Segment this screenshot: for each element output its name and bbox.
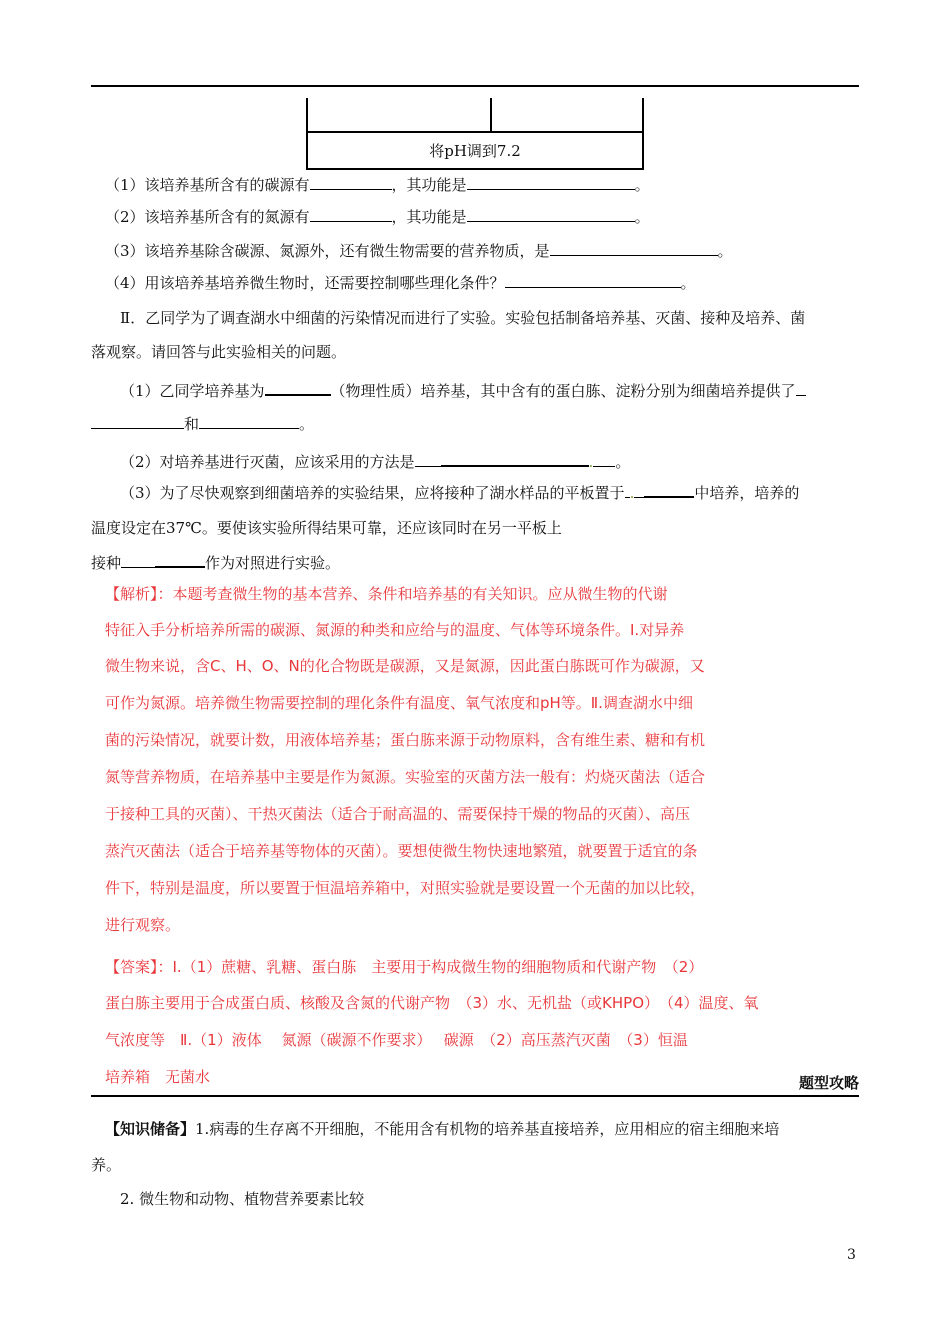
- section-tag: 题型攻略: [798, 1074, 859, 1092]
- table-cell: [491, 98, 643, 132]
- answer-blank[interactable]: [265, 379, 331, 396]
- part2-question-2: （2）对培养基进行灭菌，应该采用的方法是 . 。: [120, 450, 630, 473]
- part2-question-3-line3: 接种 作为对照进行实验。: [91, 551, 340, 574]
- answer-blank[interactable]: [796, 380, 806, 396]
- answer-blank[interactable]: [310, 206, 392, 222]
- knowledge-line1: 【知识储备】1.病毒的生存离不开细胞，不能用含有机物的培养基直接培养，应用相应的宿主细胞来培: [105, 1120, 780, 1138]
- question-4: （4）用该培养基培养微生物时，还需要控制哪些理化条件？ 。: [105, 274, 696, 292]
- question-2: （2）该培养基所含有的氮源有 ，其功能是 。: [105, 208, 650, 226]
- part2-question-1: （1）乙同学培养基为 （物理性质）培养基，其中含有的蛋白胨、淀粉分别为细菌培养提供了: [120, 379, 806, 402]
- analysis-line: 可作为氮源。培养微生物需要控制的理化条件有温度、氧气浓度和pH等。Ⅱ.调查湖水中细: [105, 694, 693, 712]
- answer-blank[interactable]: [505, 272, 681, 288]
- part2-intro-line2: 落观察。请回答与此实验相关的问题。: [91, 343, 347, 361]
- answer-blank[interactable]: [441, 450, 589, 467]
- part2-question-3-line2: 温度设定在37℃。要使该实验所得结果可靠，还应该同时在另一平板上: [91, 519, 562, 537]
- analysis-line: 特征入手分析培养所需的碳源、氮源的种类和应给与的温度、气体等环境条件。Ⅰ.对异养: [105, 621, 685, 639]
- table-cell: [307, 98, 491, 132]
- analysis-line: 菌的污染情况，就要计数，用液体培养基；蛋白胨来源于动物原料，含有维生素、糖和有机: [105, 731, 706, 749]
- answer-blank[interactable]: [415, 451, 441, 467]
- section-rule: [91, 1095, 859, 1097]
- part2-question-1-cont: 和 。: [91, 413, 314, 435]
- knowledge-line3: 2. 微生物和动物、植物营养要素比较: [120, 1190, 365, 1208]
- answer-blank[interactable]: [91, 413, 184, 429]
- answer-blank[interactable]: [593, 451, 615, 467]
- marker-dot: .: [588, 453, 594, 471]
- answer-blank[interactable]: [310, 174, 392, 190]
- answer-line: 【答案】：Ⅰ.（1）蔗糖、乳糖、蛋白胨 主要用于构成微生物的细胞物质和代谢产物 （2）: [105, 958, 704, 976]
- header-rule: [91, 85, 859, 87]
- page-number: 3: [847, 1247, 856, 1263]
- part2-intro-line1: Ⅱ．乙同学为了调查湖水中细菌的污染情况而进行了实验。实验包括制备培养基、灭菌、接种及培养、菌: [120, 309, 806, 327]
- knowledge-line2: 养。: [91, 1156, 122, 1174]
- analysis-line: 蒸汽灭菌法（适合于培养基等物体的灭菌）。要想使微生物快速地繁殖，就要置于适宜的条: [105, 842, 698, 860]
- question-3: （3）该培养基除含碳源、氮源外，还有微生物需要的营养物质，是 。: [105, 242, 733, 260]
- table-footer-cell: 将pH调到7.2: [307, 132, 643, 169]
- marker-dot: .: [629, 484, 635, 502]
- answer-blank[interactable]: [467, 206, 635, 222]
- answer-blank[interactable]: [199, 413, 299, 429]
- analysis-line: 微生物来说，含C、H、O、N的化合物既是碳源，又是氮源，因此蛋白胨既可作为碳源，又: [105, 657, 705, 675]
- answer-line: 蛋白胨主要用于合成蛋白质、核酸及含氮的代谢产物 （3）水、无机盐（或KHPO） （4）温度、氧: [105, 994, 759, 1012]
- analysis-line: 件下，特别是温度，所以要置于恒温培养箱中，对照实验就是要设置一个无菌的加以比较，: [105, 879, 706, 897]
- answer-blank[interactable]: [634, 482, 644, 498]
- part2-question-3: （3）为了尽快观察到细菌培养的实验结果，应将接种了湖水样品的平板置于 . 中培养，培养的: [120, 481, 799, 504]
- answer-blank[interactable]: [467, 174, 635, 190]
- medium-table: [306, 98, 644, 170]
- answer-blank[interactable]: [644, 481, 694, 498]
- analysis-line: 于接种工具的灭菌）、干热灭菌法（适合于耐高温的、需要保持干燥的物品的灭菌）、高压: [105, 805, 691, 823]
- analysis-line: 【解析】：本题考查微生物的基本营养、条件和培养基的有关知识。应从微生物的代谢: [105, 585, 668, 603]
- answer-line: 气浓度等 Ⅱ.（1）液体 氮源（碳源不作要求） 碳源 （2）高压蒸汽灭菌 （3）恒温: [105, 1031, 688, 1049]
- question-1: （1）该培养基所含有的碳源有 ，其功能是 。: [105, 176, 650, 194]
- answer-blank[interactable]: [155, 551, 205, 568]
- analysis-line: 氮等营养物质，在培养基中主要是作为氮源。实验室的灭菌方法一般有：灼烧灭菌法（适合: [105, 768, 706, 786]
- answer-line: 培养箱 无菌水: [105, 1068, 211, 1086]
- answer-blank[interactable]: [550, 240, 718, 256]
- analysis-line: 进行观察。: [105, 916, 181, 934]
- answer-blank[interactable]: [121, 552, 155, 568]
